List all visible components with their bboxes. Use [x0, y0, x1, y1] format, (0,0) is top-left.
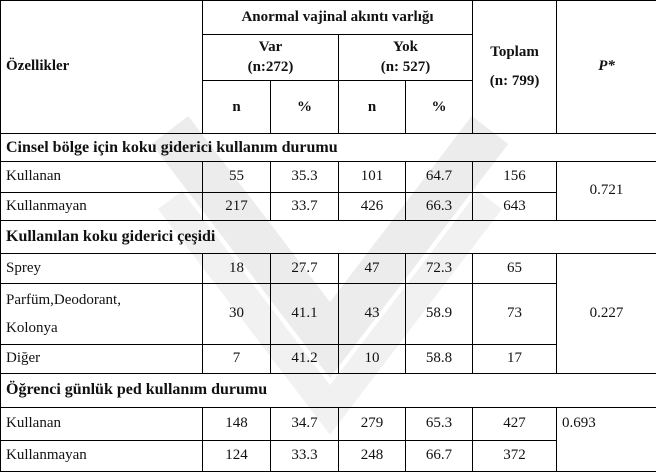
header-toplam-label: Toplam [490, 43, 539, 60]
header-var-label: Var [258, 39, 283, 56]
header-var-n-col: n [203, 81, 271, 134]
row-label: Kullanan [1, 408, 203, 440]
row-label: Kullanan [1, 162, 203, 192]
cell-yok-pct: 64.7 [406, 162, 473, 192]
cell-p-value: 0.227 [557, 254, 656, 374]
cell-yok-n: 43 [339, 284, 406, 344]
header-yok-pct-col: % [406, 81, 473, 134]
header-p: P* [557, 1, 656, 134]
header-group-title: Anormal vajinal akıntı varlığı [203, 1, 473, 35]
cell-var-n: 55 [203, 162, 271, 192]
cell-toplam: 17 [473, 344, 557, 373]
cell-p-value: 0.721 [557, 162, 656, 220]
header-yok [339, 35, 473, 81]
header-var [203, 35, 339, 81]
header-var-pct-col: % [271, 81, 339, 134]
cell-yok-n: 279 [339, 408, 406, 440]
cell-var-n: 148 [203, 408, 271, 440]
cell-var-n: 18 [203, 254, 271, 284]
cell-p-value: 0.693 [557, 408, 656, 472]
table-row [1, 162, 656, 192]
cell-yok-pct: 72.3 [406, 254, 473, 284]
header-yok-label: Yok [393, 39, 419, 56]
cell-var-n: 7 [203, 344, 271, 373]
cell-var-n: 217 [203, 192, 271, 220]
header-yok-n: (n: 527) [380, 58, 431, 75]
header-toplam-n: (n: 799) [489, 73, 540, 90]
header-ozellikler: Özellikler [1, 1, 203, 134]
cell-toplam: 65 [473, 254, 557, 284]
cell-yok-pct: 66.7 [406, 440, 473, 471]
row-label-line: Kolonya [6, 320, 58, 337]
cell-yok-pct: 58.8 [406, 344, 473, 373]
cell-var-pct: 41.2 [271, 344, 339, 373]
row-label-line: Parfüm,Deodorant, [6, 291, 121, 308]
row-label [1, 284, 203, 344]
table-row [1, 408, 656, 440]
cell-yok-pct: 65.3 [406, 408, 473, 440]
cell-toplam: 427 [473, 408, 557, 440]
cell-var-n: 30 [203, 284, 271, 344]
cell-yok-n: 248 [339, 440, 406, 471]
cell-var-pct: 27.7 [271, 254, 339, 284]
section-title: Cinsel bölge için koku giderici kullanım durumu [1, 134, 656, 162]
cell-var-pct: 34.7 [271, 408, 339, 440]
table-row [1, 254, 656, 284]
cell-yok-pct: 66.3 [406, 192, 473, 220]
cell-yok-n: 101 [339, 162, 406, 192]
cell-yok-pct: 58.9 [406, 284, 473, 344]
section-title: Öğrenci günlük ped kullanım durumu [1, 374, 656, 408]
cell-toplam: 372 [473, 440, 557, 471]
cell-toplam: 156 [473, 162, 557, 192]
row-label: Kullanmayan [1, 192, 203, 220]
cell-yok-n: 426 [339, 192, 406, 220]
row-label: Diğer [1, 344, 203, 373]
cell-yok-n: 10 [339, 344, 406, 373]
header-toplam [473, 1, 557, 134]
row-label: Kullanmayan [1, 440, 203, 471]
cell-var-pct: 33.7 [271, 192, 339, 220]
cell-var-n: 124 [203, 440, 271, 471]
cell-var-pct: 41.1 [271, 284, 339, 344]
row-label: Sprey [1, 254, 203, 284]
cell-var-pct: 35.3 [271, 162, 339, 192]
header-yok-n-col: n [339, 81, 406, 134]
header-var-n: (n:272) [247, 58, 294, 75]
cell-toplam: 643 [473, 192, 557, 220]
cell-toplam: 73 [473, 284, 557, 344]
cell-var-pct: 33.3 [271, 440, 339, 471]
cell-yok-n: 47 [339, 254, 406, 284]
section-title: Kullanılan koku giderici çeşidi [1, 220, 656, 253]
